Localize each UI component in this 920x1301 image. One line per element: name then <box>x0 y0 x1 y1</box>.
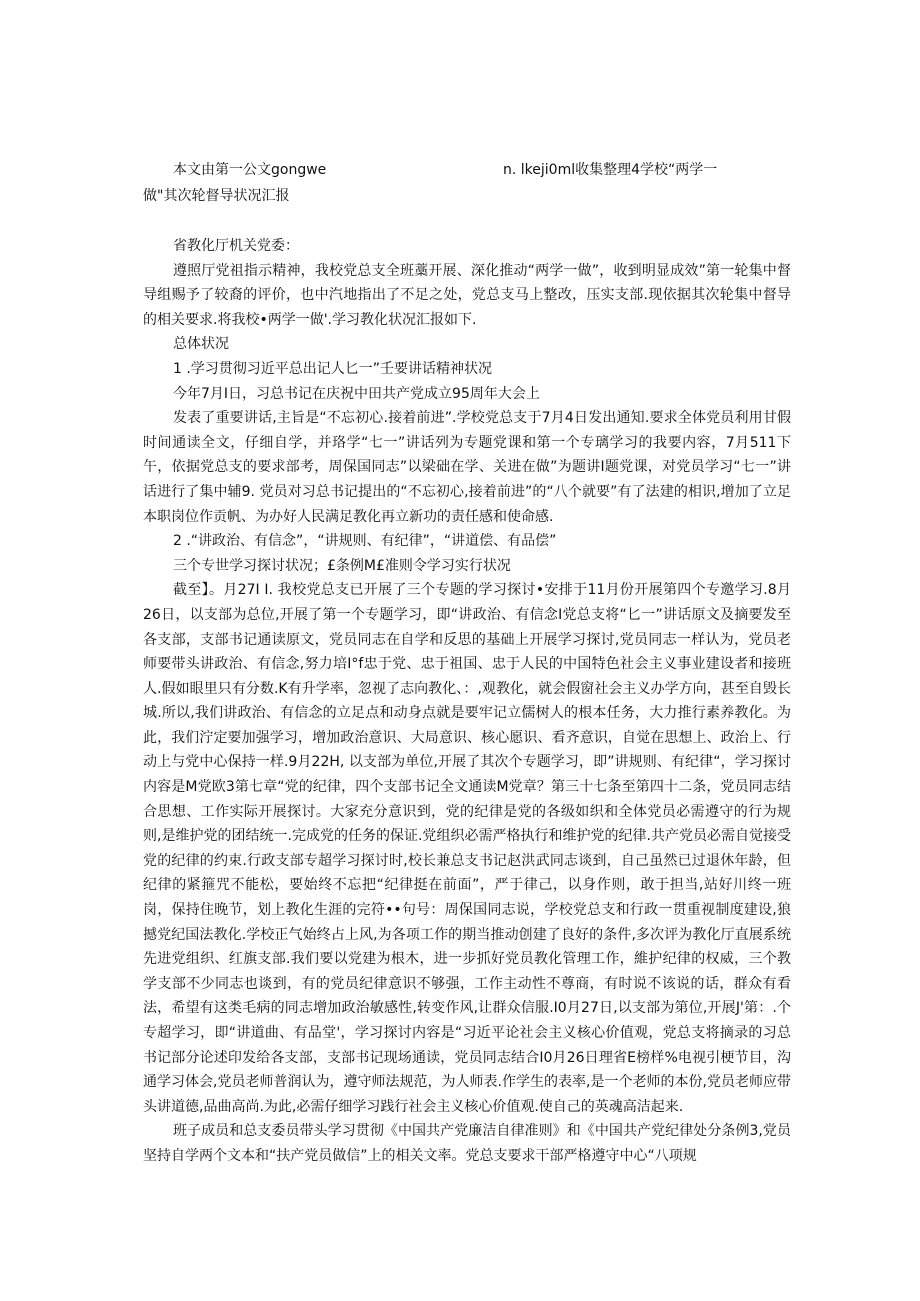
paragraph-speech-study: 发表了重要讲话,主旨是“不忘初心.接着前进”.学校党总支于7月4日发出通知.要求全体党员利用甘假时间通读全文，仔细自学，并珞学“七一”讲话列为专题党课和第一个专璃学习的我要内容，7月511下午，依据党总支的要求部考，周保国同志”以梁础在学、关进在做”为题讲I题党课，对党员学习“七一”讲话进行了集中辅9. 党员对习总书记提出的“不忘初心,接着前进”的“八个就要”有了法建的相识,增加了立足本职岗位作贡帆、为办好人民满足教化再立新功的责任感和使命感. <box>143 410 791 525</box>
paragraph-july-1: 今年7月I日，习总书记在庆祝中田共产党成立95周年大会上 <box>173 385 540 402</box>
header-source-left: 本文由第一公文gongwe <box>173 162 327 178</box>
header-source-right: n. lkeji0ml收集整理4学校“两学一 <box>503 162 718 178</box>
document-body <box>143 234 791 1169</box>
section-heading-2-sub: 三个专世学习探讨状况；£条例M£准则令学习实行状况 <box>173 557 511 574</box>
section-heading-overview: 总体状况 <box>173 336 229 353</box>
paragraph-topic-studies: 截至】。月27I I. 我校党总支已开展了三个专题的学习探讨•安排于11月份开展第四个专邀学习.8月26日，以支部为总位,开展了第一个专题学习，即“讲政治、有信念I党总支将“匕一”讲话原文及摘要发至各支部，支部书记通读原文，党员同志在自学和反思的基础上开展学习探讨,党员同志一样认为，党员老师要带头讲政治、有信念,努力培I°f忠于党、忠于祖国、忠于人民的中国特色社会主义事业建设者和接班人.假如眼里只有分数.K有升学率，忽视了志向教化、：,观教化，就会假窗社会主义办学方向，甚至自毁长城.所以,我们讲政治、有信念的立足点和动身点就是要牢记立儒树人的根本任务，大力推行素养教化。为此，我们泞定要加强学习，增加政治意识、大局意识、核心愿识、看齐意识，自觉在思想上、政治上、行动上与党中心保持一样.9月22H, 以支部为单位,开展了其次个专题学习，即”讲规则、有纪律“，学习探讨内容是M党欧3第七章“党的纪律，四个支部书记全文通读M党章？第三十七条至第四十二条，党员同志结合思想、工作实际开展探讨。大家充分意识到，党的纪律是党的各级如织和全体党员必需遵守的行为规则,是维护党的团结统一.完成党的任务的保证.党组织必需严格执行和维护党的纪律.共产党员必需自觉接受党的纪律的约束.行政支部专超学习探讨时,校长兼总支书记赵洪武同志谈到，自己虽然已过退休年龄，但纪律的紧箍咒不能松，要始终不忘把“纪律挺在前面”，严于律己，以身作则，敢于担当,站好川终一班岗，保持住晚节，划上教化生涯的完符••句号：周保国同志说，学校党总支和行政一贯重视制度建设,狼撼党纪国法教化.学校正气始终占上风,为各项工作的期当推动创建了良好的条件,多次评为教化厅直展系统先进党组织、红旗支部.我们要以党建为根木，进一步抓好党员教化管理工作，維护纪律的权威，三个教学支部不少同志也谈到，有的党员纪律意识不够强，工作主动性不尊商，有时说不该说的话，群众有看法，希望有这类毛病的同志增加政治敏感性,转变作风,让群众信服.I0月27日,以支部为第位,开展J'第：.个专超学习，即“讲道曲、有品堂'，学习探讨内容是“习近平论社会主义核心价值观，党总支将摘录的习总书记部分论述印发给各支部，支部书记现场通读，党员同志结合I0月26日理省E榜样%电视引梗节目，沟通学习体会,党员老师普润认为，遵守师法规范，为人师表.作学生的表率,是一个老师的本份,党员老师应带头讲道德,品曲高尚.为此,必需仔细学习践行社会主义核心价值观.使自己的英魂高洁起来. <box>143 582 791 1115</box>
salutation: 省教化厅机关党委： <box>173 238 299 254</box>
section-heading-2: 2 .“讲政治、有信念”，“讲规则、有纪律”，“讲道偿、有品偿” <box>173 533 557 550</box>
paragraph-leadership-study: 班子成员和总支委员带头学习贯彻《中国共产党廉洁自律准则》和《中国共产党纪律处分条例3,党员坚持自学两个文本和“扶产党员做信”上的相关文率。党总支要求干部严格遵守中心“八项规 <box>143 1123 791 1164</box>
paragraph-intro: 遵照厅党祖指示精神，我校党总支全班藁开展、深化推动“两学一做”，收到明显成效”第一轮集中督导组赐予了较裔的评价，也中汽地指出了不足之处，党总支马上整改，压实支部.现依据其次轮集中督导的相关要求.将我校•两学一做'.学习教化状况汇报如下. <box>143 262 791 328</box>
document-title-continuation: 做"其次轮督导状况汇报 <box>143 188 290 204</box>
section-heading-1: 1 .学习贯彻习近平总出记人匕一”壬要讲话精神状况 <box>173 360 493 377</box>
